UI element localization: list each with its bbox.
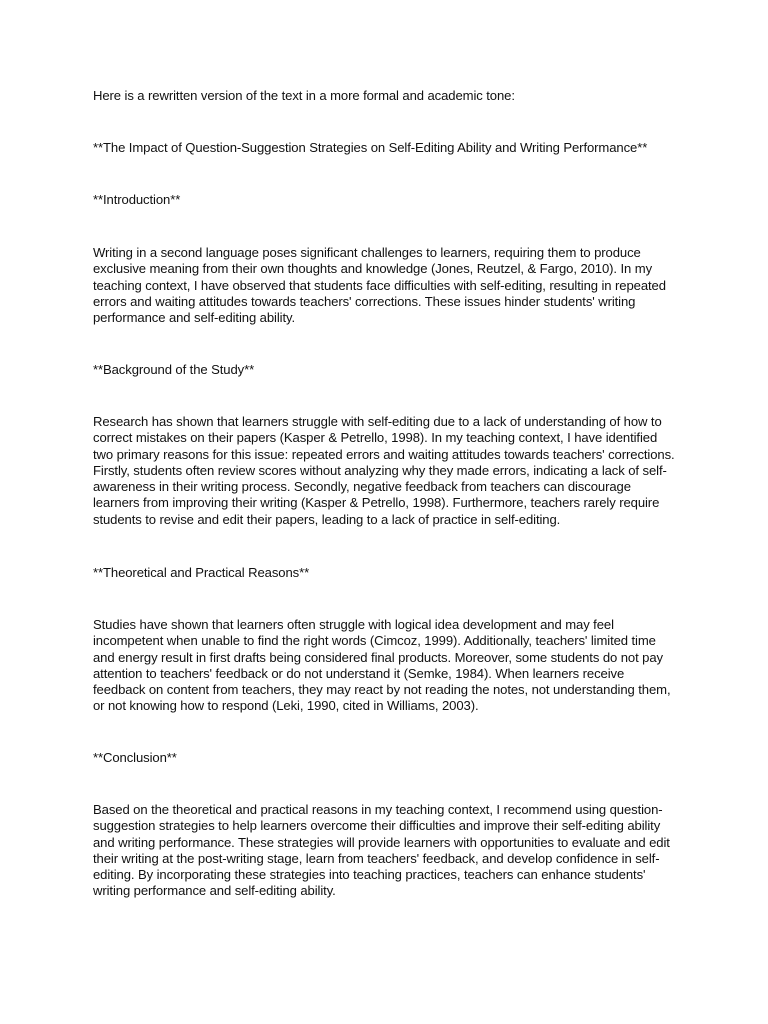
section-heading-introduction: **Introduction** [93, 192, 181, 207]
section-heading-background: **Background of the Study** [93, 362, 255, 377]
section-body-conclusion: Based on the theoretical and practical reasons in my teaching context, I recommend using question-suggestion strategies to help learners overcome their difficulties and improve their self-editing ability and writing performance. These strategies will provide learners with opportunities to evaluate and edit their writing at the post-writing stage, learn from teachers' feedback, and develop confidence in self-editing. By incorporating these strategies into teaching practices, teachers can enhance students' writing performance and self-editing ability. [93, 802, 670, 899]
intro-line: Here is a rewritten version of the text in a more formal and academic tone: [93, 88, 515, 103]
document-title: **The Impact of Question-Suggestion Strategies on Self-Editing Ability and Writing Performance** [93, 140, 648, 155]
section-body-theoretical: Studies have shown that learners often struggle with logical idea development and may feel incompetent when unable to find the right words (Cimcoz, 1999). Additionally, teachers' limited time and energy result in first drafts being considered final products. Moreover, some students do not pay attention to teachers' feedback or do not understand it (Semke, 1984). When learners receive feedback on content from teachers, they may react by not reading the notes, not understanding them, or not knowing how to respond (Leki, 1990, cited in Williams, 2003). [93, 617, 671, 714]
section-body-introduction: Writing in a second language poses significant challenges to learners, requiring them to produce exclusive meaning from their own thoughts and knowledge (Jones, Reutzel, & Fargo, 2010). In my teaching context, I have observed that students face difficulties with self-editing, resulting in repeated errors and waiting attitudes towards teachers' corrections. These issues hinder students' writing performance and self-editing ability. [93, 245, 666, 326]
section-heading-conclusion: **Conclusion** [93, 750, 177, 765]
section-heading-theoretical: **Theoretical and Practical Reasons** [93, 565, 310, 580]
section-body-background: Research has shown that learners struggle with self-editing due to a lack of understanding of how to correct mistakes on their papers (Kasper & Petrello, 1998). In my teaching context, I have identified two primary reasons for this issue: repeated errors and waiting attitudes towards teachers' corrections. Firstly, students often review scores without analyzing why they made errors, indicating a lack of self-awareness in their writing process. Secondly, negative feedback from teachers can discourage learners from improving their writing (Kasper & Petrello, 1998). Furthermore, teachers rarely require students to revise and edit their papers, leading to a lack of practice in self-editing. [93, 414, 675, 527]
